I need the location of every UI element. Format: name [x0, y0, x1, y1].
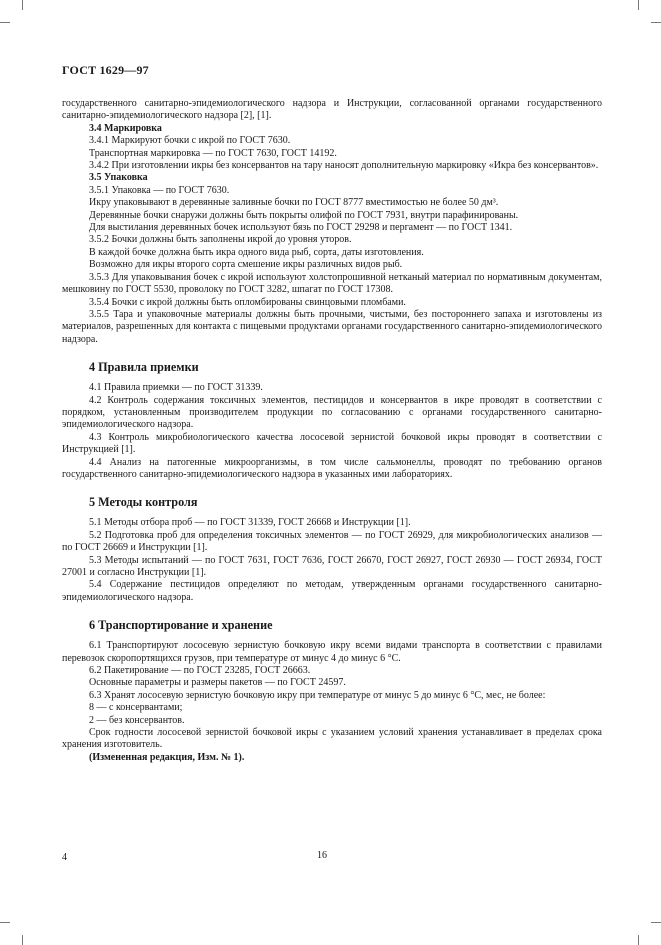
paragraph: Срок годности лососевой зернистой бочковой икры с указанием условий хранения устанавливает в пределах срока хранения изготовитель.: [62, 727, 602, 751]
paragraph: 3.4.2 При изготовлении икры без консервантов на тару наносят дополнительную маркировку «Икра без консервантов».: [89, 160, 599, 172]
paragraph: Икру упаковывают в деревянные заливные бочки по ГОСТ 8777 вместимостью не более 50 дм³.: [89, 197, 499, 209]
paragraph: 2 — без консервантов.: [89, 714, 185, 726]
subsection-title-packaging: 3.5 Упаковка: [89, 172, 148, 184]
crop-mark-top-right-v: [638, 0, 639, 10]
paragraph: Транспортная маркировка — по ГОСТ 7630, ГОСТ 14192.: [89, 147, 337, 159]
paragraph: 3.5.5 Тара и упаковочные материалы должны быть прочными, чистыми, без постороннего запаха и изготовлены из материалов, разрешенных для контакта с пищевыми продуктами органами государственного санитарно-эпидемиологического надзора.: [62, 308, 602, 345]
paragraph: Для выстилания деревянных бочек используют бязь по ГОСТ 29298 и пергамент — по ГОСТ 1341.: [89, 222, 513, 234]
subsection-title-marking: 3.4 Маркировка: [89, 122, 162, 134]
crop-mark-top-left-h: [0, 22, 10, 23]
paragraph: государственного санитарно-эпидемиологического надзора и Инструкции, согласованной органами государственного санитарно-эпидемиологического надзора [2], [1].: [62, 98, 602, 122]
paragraph: 5.4 Содержание пестицидов определяют по методам, утвержденным органами государственного санитарно-эпидемиологического надзора.: [62, 579, 602, 603]
page-number: 4: [62, 852, 67, 863]
paragraph: 3.5.2 Бочки должны быть заполнены икрой до уровня уторов.: [89, 234, 352, 246]
paragraph: Деревянные бочки снаружи должны быть покрыты олифой по ГОСТ 7931, внутри парафинированы.: [89, 209, 519, 221]
paragraph: 4.3 Контроль микробиологического качества лососевой зернистой бочковой икры проводят в соответствии с Инструкцией [1].: [62, 431, 602, 456]
paragraph: 4.2 Контроль содержания токсичных элементов, пестицидов и консервантов в икре проводят в соответствии с порядком, установленным производителем продукции по согласованию с органами государственного санитарно-эпидемиологического надзора.: [62, 394, 602, 431]
paragraph: 3.5.1 Упаковка — по ГОСТ 7630.: [89, 184, 230, 196]
paragraph: 3.4.1 Маркируют бочки с икрой по ГОСТ 7630.: [89, 135, 291, 147]
paragraph: Основные параметры и размеры пакетов — по ГОСТ 24597.: [89, 677, 346, 689]
section-heading-transport-storage: 6 Транспортирование и хранение: [89, 618, 273, 633]
paragraph: 6.1 Транспортируют лососевую зернистую бочковую икру всеми видами транспорта в соответствии с правилами перевозок скоропортящихся грузов, при температуре от минус 4 до минус 6 °С.: [62, 640, 602, 664]
section-heading-acceptance: 4 Правила приемки: [89, 360, 199, 375]
paragraph: 6.3 Хранят лососевую зернистую бочковую икру при температуре от минус 5 до минус 6 °С, мес, не более:: [89, 689, 546, 701]
paragraph: В каждой бочке должна быть икра одного вида рыб, сорта, даты изготовления.: [89, 246, 424, 258]
paragraph: 6.2 Пакетирование — по ГОСТ 23285, ГОСТ 26663.: [89, 665, 311, 677]
paragraph: 4.1 Правила приемки — по ГОСТ 31339.: [89, 382, 263, 394]
paragraph: 4.4 Анализ на патогенные микроорганизмы, в том числе сальмонеллы, проводят по требованию органов государственного санитарно-эпидемиологического надзора в указанных ими лабораториях.: [62, 456, 602, 480]
section-heading-test-methods: 5 Методы контроля: [89, 495, 198, 510]
document-body: [62, 98, 602, 764]
crop-mark-bottom-left-v: [22, 935, 23, 945]
document-title: ГОСТ 1629—97: [62, 63, 149, 77]
crop-mark-bottom-left-h: [0, 922, 10, 923]
paragraph: Возможно для икры второго сорта смешение икры различных видов рыб.: [89, 259, 403, 271]
paragraph: 3.5.3 Для упаковывания бочек с икрой используют холстопрошивной нетканый материал по нормативным документам, мешковину по ГОСТ 5530, проволоку по ГОСТ 3282, шпагат по ГОСТ 17308.: [62, 271, 602, 296]
crop-mark-top-right-h: [651, 22, 661, 23]
paragraph: 5.1 Методы отбора проб — по ГОСТ 31339, ГОСТ 26668 и Инструкции [1].: [89, 517, 411, 529]
paragraph: 5.2 Подготовка проб для определения токсичных элементов — по ГОСТ 26929, для микробиологических анализов — по ГОСТ 26669 и Инструкции [1].: [62, 529, 602, 554]
paragraph: 3.5.4 Бочки с икрой должны быть опломбированы свинцовыми пломбами.: [89, 296, 406, 308]
paragraph: 5.3 Методы испытаний — по ГОСТ 7631, ГОСТ 7636, ГОСТ 26670, ГОСТ 26927, ГОСТ 26930 — ГОСТ 26934, ГОСТ 27001 и согласно Инструкции [1].: [62, 554, 602, 578]
crop-mark-top-left-v: [22, 0, 23, 10]
paragraph: 8 — с консервантами;: [89, 702, 183, 714]
sheet-number: 16: [317, 850, 327, 861]
amendment-note: (Измененная редакция, Изм. № 1).: [89, 751, 245, 763]
crop-mark-bottom-right-v: [638, 935, 639, 945]
crop-mark-bottom-right-h: [651, 922, 661, 923]
